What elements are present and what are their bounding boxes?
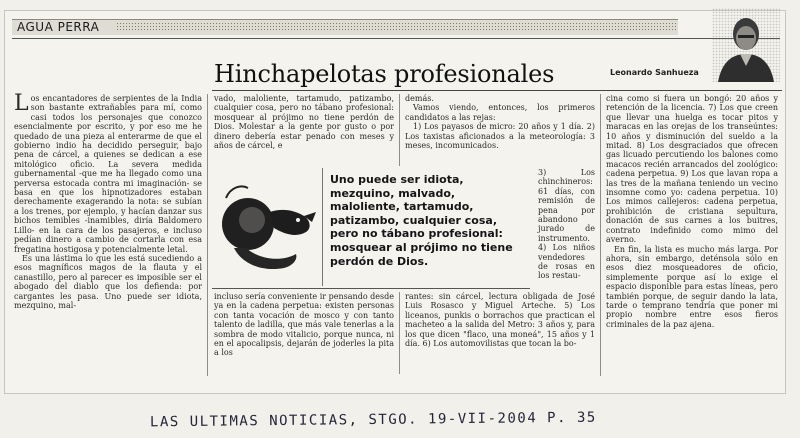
article-column-narrow: [538, 168, 595, 281]
article-column-3-top: [405, 94, 595, 150]
article-column-2-bottom: [214, 292, 394, 358]
pull-quote: Uno puede ser idiota, mezquino, malvado, maloliente, tartamudo, patizambo, cualquier cosa, pero no tábano profesional: mosquear al prójimo no tiene perdón de Dios.: [330, 173, 513, 268]
article-column-3-bottom: [405, 292, 595, 348]
section-label: AGUA PERRA: [17, 20, 100, 34]
drop-cap: L: [14, 91, 29, 116]
column-3-bottom-text: rantes: sin cárcel, lectura obligada de José Luis Rosasco y Miguel Arteche. 5) Los liceanos, punkis o borrachos que practican el macheteo a la salida del Metro: 3 años y, para los que dicen "flaco, una moneá", 15 años y 1 día. 6) Los automovilistas que tocan la bo-: [405, 292, 595, 349]
article-column-1: [14, 91, 202, 310]
article-column-4: [606, 94, 778, 329]
column-separator: [207, 94, 208, 376]
column-2-bottom-text: incluso sería conveniente ir pensando desde ya en la cadena perpetua: existen personas con tanta vocación de mosco y con tanto talento de ladilla, que más vale tenerlas a la sombra de modo vitalicio, porque nunca, ni en el apocalipsis, dejarán de joderles la pita a los: [214, 292, 394, 358]
pull-quote-rule: [212, 288, 530, 289]
column-4-paragraph-2: En fin, la lista es mucho más larga. Por ahora, sin embargo, deténsola sólo en esos diez mosqueadores de oficio, simplemente porque así lo exige el espacio disponible para estas líneas, pero también porque, de seguir dando la lata, tarde o temprano tendría que poner mi propio nombre entre esos fieros criminales de la paz ajena.: [606, 244, 778, 329]
article-illustration: [212, 168, 323, 286]
article-column-2-top: [214, 94, 394, 150]
handwritten-source-note: LAS ULTIMAS NOTICIAS, STGO. 19-VII-2004 P. 35: [149, 409, 597, 431]
narrow-column-text: 3) Los chinchineros: 61 días, con remisión de pena por abandono jurado de instrumento. 4) Los niños vendedores de rosas en los restau-: [538, 168, 595, 281]
section-header-pattern: [116, 22, 676, 32]
top-rule: [12, 38, 780, 39]
column-1-paragraph-2: Es una lástima lo que les está sucediendo a esos magníficos magos de la flauta y el canastillo, pero al parecer es imposible ser el abogado del diablo que los defienda: por cargantes les pasa. Uno puede ser idiota, mezquino, mal-: [14, 253, 202, 310]
author-photo: [712, 8, 780, 82]
column-4-paragraph-1: cina como si fuera un bongó: 20 años y retención de la licencia. 7) Los que creen que llevar una huelga es tocar pitos y maracas en las orejas de los transeúntes: 10 años y disminución del sueldo a la mitad. 8) Los desgraciados que ofrecen gas licuado percutiendo los balones como macacos recién arrancados del zoológico: cadena perpetua. 9) Los que lavan ropa a las tres de la mañana teniendo un vecino insomne como yo: cadena perpetua. 10) Los mimos callejeros: cadena perpetua, prohibición de cristiana sepultura, donación de sus carnes a los buitres, contrato indefinido como mimo del averno.: [606, 94, 778, 245]
column-separator: [399, 292, 400, 374]
column-separator: [399, 94, 400, 166]
column-3-top-p1: demás.: [405, 94, 434, 103]
column-separator: [600, 94, 601, 376]
headline-rule: [212, 90, 782, 91]
column-1-paragraph-1: os encantadores de serpientes de la India son bastante extrañables para mí, como casi todos los personajes que conozco esencialmente por escrito, y por eso me he quedado de una pieza al enterarme de que el gobierno indio ha decidido perseguir, bajo pena de cárcel, a quienes se dedican a ese mitológico oficio. La severa medida gubernamental -que me ha llegado como una perversa estocada contra mi imaginación- se basa en que los hipnotizadores estaban derechamente exagerando la nota: se subían a los trenes, por ejemplo, y hacían danzar sus bichos temibles -inamibles, diría Baldomero Lillo- en la cara de los pasajeros, e incluso pedían dinero a cambio de cortarla con esa fregatina hostigosa y potencialmente letal.: [14, 94, 202, 254]
column-2-top-text: vado, maloliente, tartamudo, patizambo, cualquier cosa, pero no tábano profesional: mosquear al prójimo no tiene perdón de Dios. Molestar a la gente por gusto o por dinero debería estar penado con meses y años de cárcel, e: [214, 94, 394, 151]
column-3-top-p3: 1) Los payasos de micro: 20 años y 1 día. 2) Los taxistas aficionados a la meteorología: 3 meses, incomunicados.: [405, 122, 595, 151]
article-byline: Leonardo Sanhueza: [610, 68, 699, 77]
column-3-top-p2: Vamos viendo, entonces, los primeros candidatos a las rejas:: [405, 103, 595, 122]
article-headline: Hinchapelotas profesionales: [214, 60, 555, 88]
